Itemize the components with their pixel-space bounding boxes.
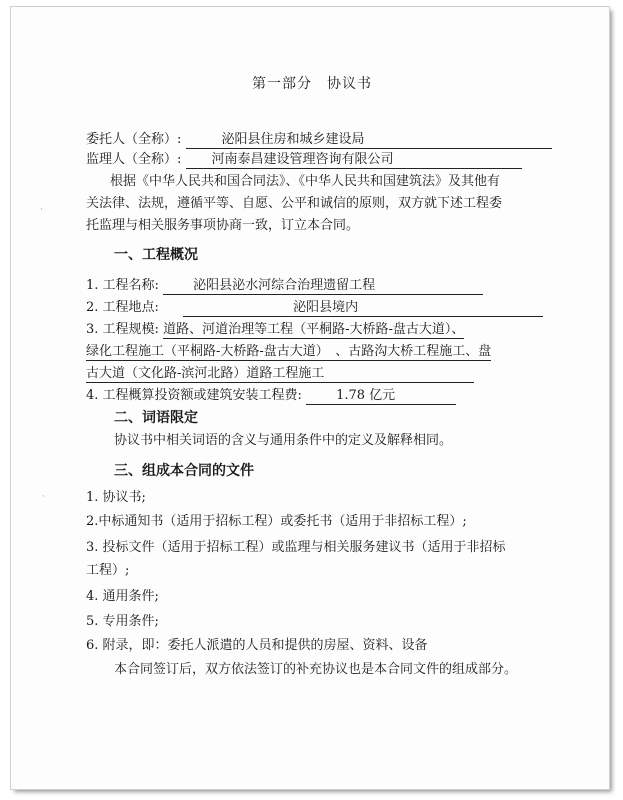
project-scale-line-3-row [86,366,474,383]
project-location-value: 泌阳县境内 [183,300,543,317]
project-scale-line-2: 绿化工程施工（平桐路-大桥路-盘古大道） 、古路沟大桥工程施工、盘 [86,344,492,359]
intro-line-2: 关法律、法规，遵循平等、自愿、公平和诚信的原则，双方就下述工程委 [86,196,503,211]
project-investment-value: 1.78 亿元 [306,388,456,405]
section3-heading: 三、组成本合同的文件 [114,463,254,479]
client-row [86,132,552,149]
project-scale-line-1: 道路、河道治理等工程（平桐路-大桥路-盘古大道）、 [163,322,465,337]
document-item: 3. 投标文件（适用于招标工程）或监理与相关服务建议书（适用于非招标 [86,540,506,555]
client-label: 委托人（全称）: [86,132,182,147]
project-scale-label: 3. 工程规模: [86,322,159,337]
project-scale-line-2-row [86,344,491,361]
supervisor-value: 河南泰昌建设管理咨询有限公司 [186,152,522,169]
document-item: 4. 通用条件; [86,589,159,604]
document-item: 工程）; [86,563,130,578]
document-item: 2.中标通知书（适用于招标工程）或委托书（适用于非招标工程）; [86,514,467,529]
client-value: 泌阳县住房和城乡建设局 [186,132,552,149]
project-location-row [86,300,543,317]
closing-text: 本合同签订后，双方依法签订的补充协议也是本合同文件的组成部分。 [114,662,518,677]
project-name-value: 泌阳县泌水河综合治理遗留工程 [163,278,483,295]
scan-speck: · [40,205,43,215]
document-item: 5. 专用条件; [86,614,159,629]
project-investment-row [86,388,456,405]
project-scale-row [86,322,464,339]
section1-heading: 一、工程概况 [114,247,198,263]
page-title: 第一部分 协议书 [252,76,372,92]
project-investment-label: 4. 工程概算投资额或建筑安装工程费: [86,388,302,403]
project-name-label: 1. 工程名称: [86,278,159,293]
supervisor-label: 监理人（全称）: [86,152,182,167]
section2-heading: 二、词语限定 [114,410,198,426]
project-location-label: 2. 工程地点: [86,300,159,315]
project-name-row [86,278,483,295]
supervisor-row [86,152,522,169]
document-item: 6. 附录，即：委托人派遣的人员和提供的房屋、资料、设备 [86,638,428,653]
document-item: 1. 协议书; [86,490,146,505]
scan-speck: · [42,492,45,502]
section2-text: 协议书中相关词语的含义与通用条件中的定义及解释相同。 [114,433,453,448]
intro-line-3: 托监理与相关服务事项协商一致，订立本合同。 [86,218,360,233]
project-scale-line-3: 古大道（文化路-滨河北路）道路工程施工 [86,366,474,383]
intro-line-1: 根据《中华人民共和国合同法》、《中华人民共和国建筑法》及其他有 [110,174,501,189]
